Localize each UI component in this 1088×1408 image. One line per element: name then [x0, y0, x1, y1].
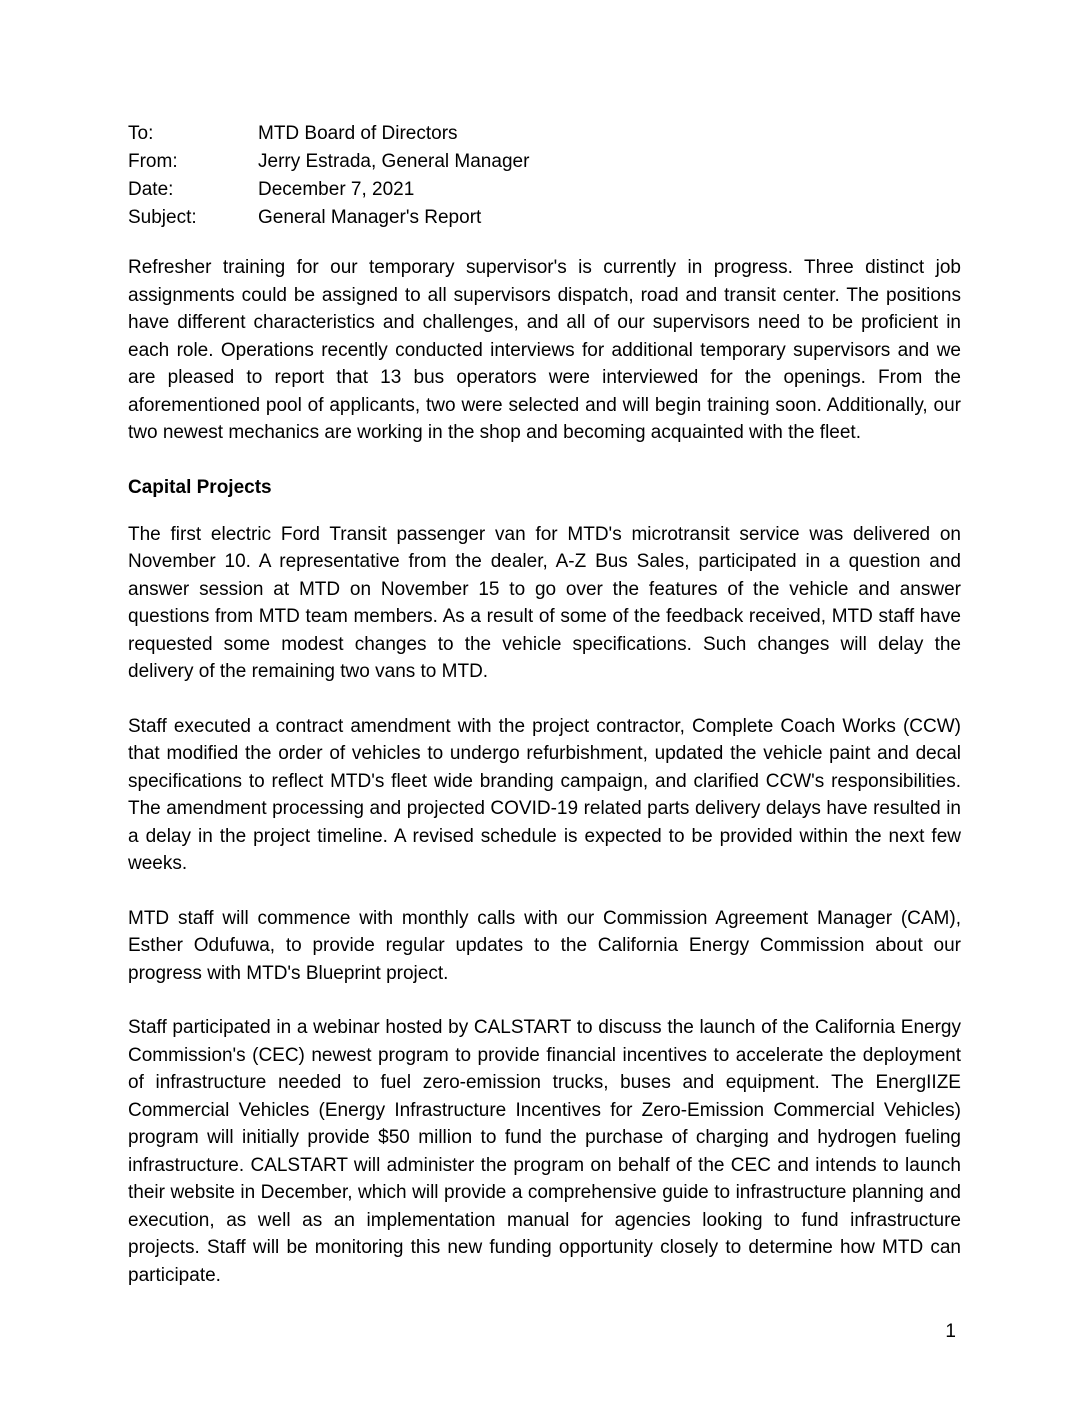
- memo-to-label: To:: [128, 123, 154, 144]
- memo-header: [128, 120, 961, 232]
- intro-paragraph: Refresher training for our temporary supervisor's is currently in progress. Three distinct job assignments could be assigned to all supervisors dispatch, road and transit center. The positions have different characteristics and challenges, and all of our supervisors need to be proficient in each role. Operations recently conducted interviews for additional temporary supervisors and we are pleased to report that 13 bus operators were interviewed for the openings. From the aforementioned pool of applicants, two were selected and will begin training soon. Additionally, our two newest mechanics are working in the shop and becoming acquainted with the fleet.: [128, 257, 961, 443]
- memo-from-label: From:: [128, 151, 178, 172]
- paragraph-ccw-contract: Staff executed a contract amendment with the project contractor, Complete Coach Works (CCW) that modified the order of vehicles to undergo refurbishment, updated the vehicle paint and decal specifications to reflect MTD's fleet wide branding campaign, and clarified CCW's responsibilities. The amendment processing and projected COVID-19 related parts delivery delays have resulted in a delay in the project timeline. A revised schedule is expected to be provided within the next few weeks.: [128, 715, 961, 874]
- memo-date-value: December 7, 2021: [258, 179, 415, 200]
- memo-from-value: Jerry Estrada, General Manager: [258, 151, 530, 172]
- memo-header-row-date: [128, 176, 961, 204]
- memo-header-row-subject: [128, 204, 961, 232]
- paragraph-calstart-webinar: Staff participated in a webinar hosted by CALSTART to discuss the launch of the California Energy Commission's (CEC) newest program to provide financial incentives to accelerate the deployment of infrastructure needed to fuel zero-emission trucks, buses and equipment. The EnergIIZE Commercial Vehicles (Energy Infrastructure Incentives for Zero-Emission Commercial Vehicles) program will initially provide $50 million to fund the purchase of charging and hydrogen fueling infrastructure. CALSTART will administer the program on behalf of the CEC and intends to launch their website in December, which will provide a comprehensive guide to infrastructure planning and execution, as well as an implementation manual for agencies looking to fund infrastructure projects. Staff will be monitoring this new funding opportunity closely to determine how MTD can participate.: [128, 1017, 961, 1286]
- page-number: 1: [945, 1321, 956, 1342]
- memo-date-label: Date:: [128, 179, 174, 200]
- memo-subject-label: Subject:: [128, 207, 197, 228]
- paragraph-ford-transit: The first electric Ford Transit passenger van for MTD's microtransit service was delivered on November 10. A representative from the dealer, A-Z Bus Sales, participated in a question and answer session at MTD on November 15 to go over the features of the vehicle and answer questions from MTD team members. As a result of some of the feedback received, MTD staff have requested some modest changes to the vehicle specifications. Such changes will delay the delivery of the remaining two vans to MTD.: [128, 523, 961, 682]
- memo-header-row-to: [128, 120, 961, 148]
- capital-projects-heading: Capital Projects: [128, 476, 272, 498]
- memo-to-value: MTD Board of Directors: [258, 123, 458, 144]
- memo-header-row-from: [128, 148, 961, 176]
- paragraph-cam-calls: MTD staff will commence with monthly calls with our Commission Agreement Manager (CAM), Esther Odufuwa, to provide regular updates to the California Energy Commission about our progress with MTD's Blueprint project.: [128, 907, 961, 984]
- memo-subject-value: General Manager's Report: [258, 207, 482, 228]
- memo-content: [128, 120, 961, 1316]
